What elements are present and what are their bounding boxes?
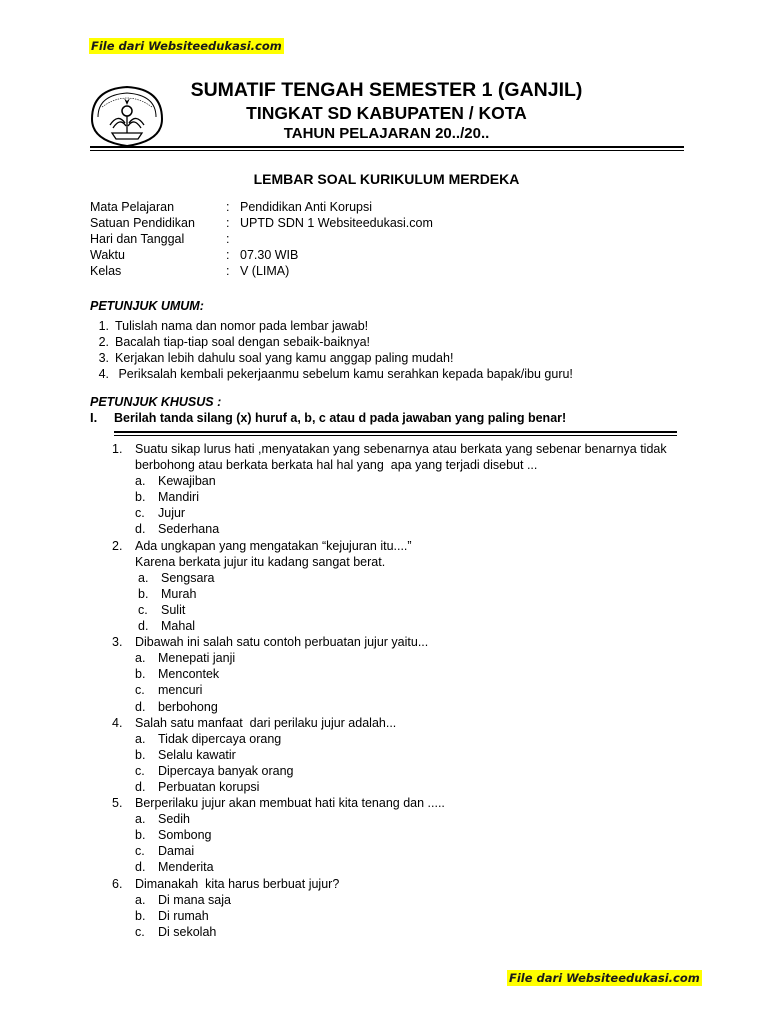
- header-rule-thick: [90, 146, 684, 148]
- list-number: 3.: [98, 351, 109, 365]
- option-text: Sedih: [158, 812, 190, 827]
- option-text: Sengsara: [161, 570, 215, 585]
- option-letter: a.: [135, 812, 146, 827]
- option-text: Di sekolah: [158, 924, 217, 939]
- answer-option[interactable]: [112, 763, 672, 779]
- option-text: Di rumah: [158, 908, 209, 923]
- option-text: Sederhana: [158, 522, 220, 537]
- question-number: 2.: [112, 538, 123, 553]
- option-text: Mandiri: [158, 490, 199, 505]
- option-letter: b.: [135, 908, 146, 923]
- option-letter: d.: [135, 860, 146, 875]
- answer-option[interactable]: [112, 586, 672, 602]
- answer-option[interactable]: [112, 747, 672, 763]
- answer-option[interactable]: [112, 827, 672, 843]
- info-value: V (LIMA): [240, 264, 290, 278]
- identity-table: [90, 199, 433, 279]
- info-row: [90, 199, 433, 215]
- option-text: Sombong: [158, 828, 212, 843]
- option-letter: b.: [135, 828, 146, 843]
- list-item: [90, 350, 573, 366]
- question-number: 1.: [112, 442, 123, 456]
- option-letter: c.: [135, 924, 145, 939]
- answer-option[interactable]: [112, 892, 672, 908]
- answer-option[interactable]: [112, 699, 672, 715]
- option-text: Perbuatan korupsi: [158, 779, 260, 794]
- question-text: Dimanakah kita harus berbuat jujur?: [135, 876, 340, 891]
- header-rule-thin: [90, 150, 684, 151]
- option-letter: c.: [135, 683, 145, 698]
- list-item: [90, 366, 573, 382]
- option-letter: d.: [138, 619, 149, 634]
- list-item: [90, 334, 573, 350]
- option-text: mencuri: [158, 683, 203, 698]
- question-text: Suatu sikap lurus hati ,menyatakan yang sebenarnya atau berkata yang sebenar benarnya tidak: [135, 442, 667, 456]
- option-letter: b.: [138, 586, 149, 601]
- list-number: 2.: [98, 335, 109, 349]
- info-colon: :: [226, 200, 230, 214]
- section-rule-thin: [114, 435, 677, 436]
- info-colon: :: [226, 264, 230, 278]
- question: [112, 441, 672, 538]
- answer-option[interactable]: [112, 570, 672, 586]
- question: [112, 876, 672, 940]
- answer-option[interactable]: [112, 682, 672, 698]
- sheet-title: LEMBAR SOAL KURIKULUM MERDEKA: [253, 171, 520, 187]
- question: [112, 715, 672, 795]
- option-text: Menepati janji: [158, 651, 236, 666]
- info-row: [90, 231, 433, 247]
- answer-option[interactable]: [112, 908, 672, 924]
- info-colon: :: [226, 248, 230, 262]
- option-text: Menderita: [158, 860, 214, 875]
- list-number: 1.: [98, 319, 109, 333]
- list-text: Tulislah nama dan nomor pada lembar jawab!: [115, 319, 369, 333]
- answer-option[interactable]: [112, 602, 672, 618]
- option-letter: d.: [135, 779, 146, 794]
- info-label: Mata Pelajaran: [90, 200, 175, 214]
- question: [112, 634, 672, 714]
- general-instructions-heading: PETUNJUK UMUM:: [90, 299, 204, 313]
- option-letter: a.: [135, 731, 146, 746]
- option-letter: c.: [135, 763, 145, 778]
- option-text: Dipercaya banyak orang: [158, 763, 294, 778]
- instruction-text: Berilah tanda silang (x) huruf a, b, c atau d pada jawaban yang paling benar!: [114, 411, 567, 425]
- option-letter: d.: [135, 699, 146, 714]
- info-label: Waktu: [90, 248, 125, 262]
- option-letter: c.: [138, 602, 148, 617]
- answer-option[interactable]: [112, 650, 672, 666]
- question-number: 6.: [112, 876, 123, 891]
- answer-option[interactable]: [112, 924, 672, 940]
- specific-instruction: [90, 410, 566, 426]
- question-text: berbohong atau berkata berkata hal hal yang apa yang terjadi disebut ...: [135, 458, 538, 473]
- info-colon: :: [226, 232, 230, 246]
- option-text: Murah: [161, 586, 197, 601]
- question-text: Berperilaku jujur akan membuat hati kita tenang dan .....: [135, 796, 445, 811]
- option-text: Sulit: [161, 602, 186, 617]
- option-letter: a.: [135, 892, 146, 907]
- info-row: [90, 263, 433, 279]
- option-text: Damai: [158, 844, 195, 859]
- section-rule-thick: [114, 431, 677, 433]
- answer-option[interactable]: [112, 505, 672, 521]
- option-letter: c.: [135, 506, 145, 521]
- question-number: 5.: [112, 796, 123, 811]
- option-letter: a.: [135, 651, 146, 666]
- question-text: Ada ungkapan yang mengatakan “kejujuran itu....”: [135, 538, 412, 553]
- title-line-2: TINGKAT SD KABUPATEN / KOTA: [246, 103, 527, 123]
- option-text: berbohong: [158, 699, 218, 714]
- option-letter: b.: [135, 667, 146, 682]
- option-letter: b.: [135, 490, 146, 505]
- list-text: Kerjakan lebih dahulu soal yang kamu anggap paling mudah!: [115, 351, 454, 365]
- header-watermark: File dari Websiteedukasi.com: [91, 39, 282, 53]
- section-roman-numeral: I.: [90, 410, 98, 425]
- list-text: Bacalah tiap-tiap soal dengan sebaik-baiknya!: [115, 335, 371, 349]
- answer-option[interactable]: [112, 859, 672, 875]
- info-label: Hari dan Tanggal: [90, 232, 185, 246]
- option-letter: d.: [135, 522, 146, 537]
- question-text: Dibawah ini salah satu contoh perbuatan jujur yaitu...: [135, 635, 429, 650]
- option-letter: b.: [135, 747, 146, 762]
- question-text: Salah satu manfaat dari perilaku jujur adalah...: [135, 715, 397, 730]
- option-text: Mahal: [161, 619, 196, 634]
- question-number: 3.: [112, 635, 123, 650]
- info-value: 07.30 WIB: [240, 248, 299, 262]
- specific-instructions-heading: PETUNJUK KHUSUS :: [90, 395, 222, 409]
- answer-option[interactable]: [112, 521, 672, 537]
- question-list: [112, 441, 672, 940]
- option-text: Selalu kawatir: [158, 747, 236, 762]
- option-text: Kewajiban: [158, 474, 216, 489]
- question: [112, 538, 672, 635]
- question-text: Karena berkata jujur itu kadang sangat berat.: [135, 554, 386, 569]
- answer-option[interactable]: [112, 618, 672, 634]
- option-text: Jujur: [158, 506, 186, 521]
- list-number: 4.: [98, 367, 109, 381]
- answer-option[interactable]: [112, 779, 672, 795]
- info-colon: :: [226, 216, 230, 230]
- answer-option[interactable]: [112, 489, 672, 505]
- option-text: Di mana saja: [158, 892, 231, 907]
- option-letter: a.: [135, 474, 146, 489]
- question-number: 4.: [112, 715, 123, 730]
- info-row: [90, 247, 433, 263]
- general-instructions-list: [90, 318, 573, 382]
- answer-option[interactable]: [112, 473, 672, 489]
- info-value: UPTD SDN 1 Websiteedukasi.com: [240, 216, 433, 230]
- option-text: Mencontek: [158, 667, 220, 682]
- footer-watermark: File dari Websiteedukasi.com: [509, 971, 700, 985]
- info-label: Satuan Pendidikan: [90, 216, 195, 230]
- option-text: Tidak dipercaya orang: [158, 731, 282, 746]
- answer-option[interactable]: [112, 731, 672, 747]
- option-letter: c.: [135, 844, 145, 859]
- question: [112, 795, 672, 875]
- answer-option[interactable]: [112, 843, 672, 859]
- option-letter: a.: [138, 570, 149, 585]
- title-line-3: TAHUN PELAJARAN 20../20..: [283, 125, 490, 142]
- answer-option[interactable]: [112, 811, 672, 827]
- list-text: Periksalah kembali pekerjaanmu sebelum kamu serahkan kepada bapak/ibu guru!: [115, 367, 573, 381]
- info-row: [90, 215, 433, 231]
- title-line-1: SUMATIF TENGAH SEMESTER 1 (GANJIL): [190, 79, 583, 101]
- info-value: Pendidikan Anti Korupsi: [240, 200, 373, 214]
- list-item: [90, 318, 573, 334]
- info-label: Kelas: [90, 264, 122, 278]
- answer-option[interactable]: [112, 666, 672, 682]
